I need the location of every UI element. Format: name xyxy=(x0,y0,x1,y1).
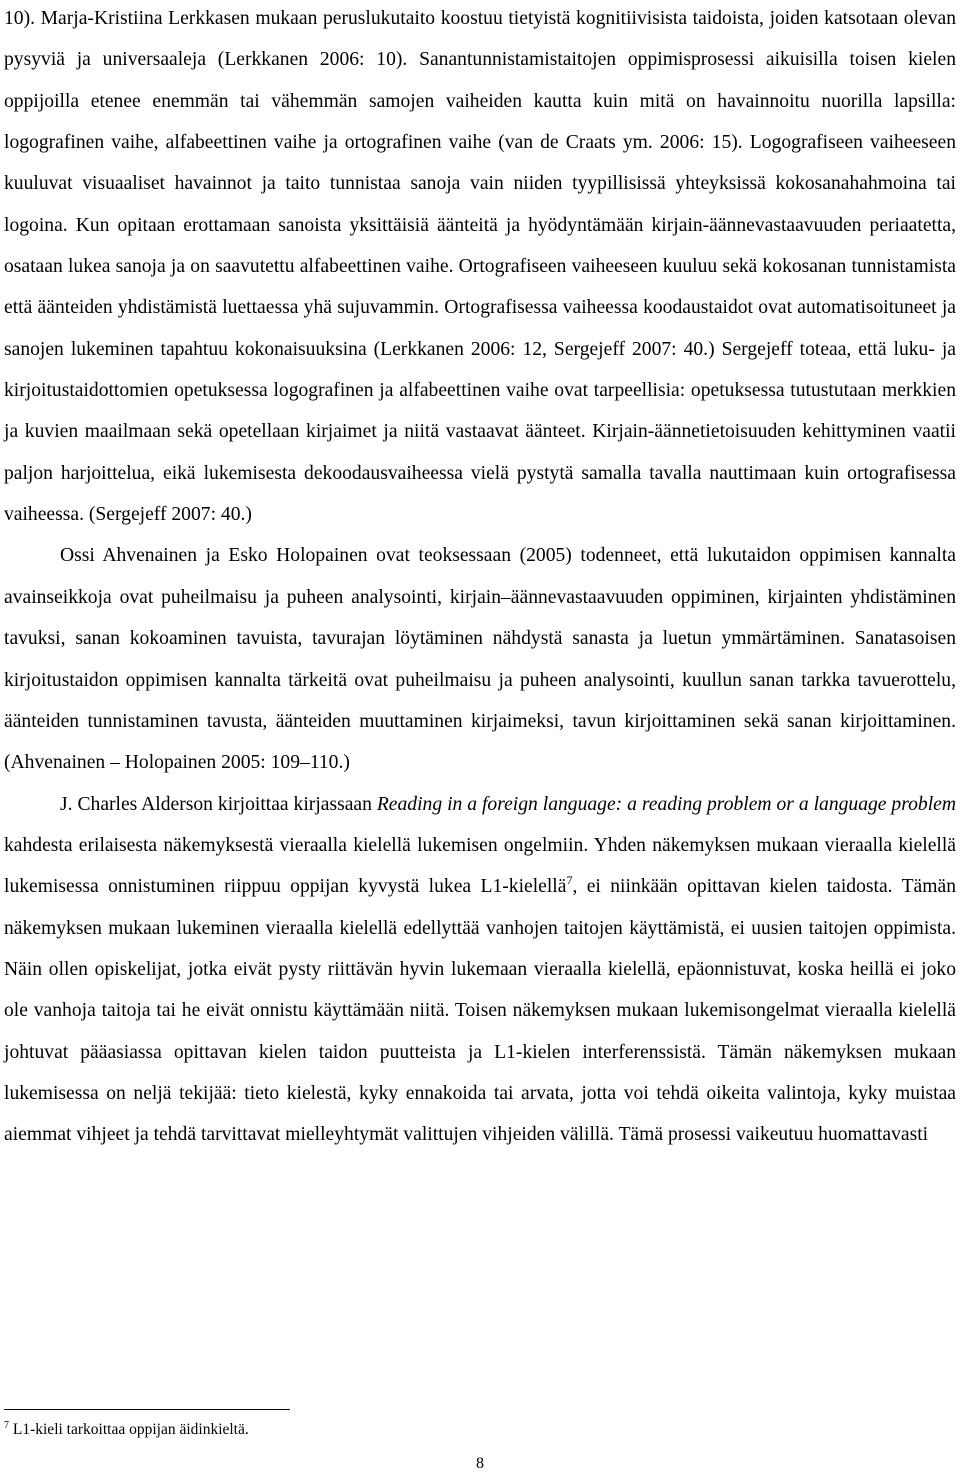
footnote-text: L1-kieli tarkoittaa oppijan äidinkieltä. xyxy=(9,1421,249,1438)
paragraph-3-text-end: , ei niinkään opittavan kielen taidosta. Tämän näkemyksen mukaan lukeminen vieraalla kielellä edellyttää vanhojen taitojen käyttämistä, ei uusien taitojen oppimista. Näin ollen opiskelijat, jotka eivät pysty riittävän hyvin lukemaan vieraalla kielellä, epäonnistuvat, koska heillä ei joko ole vanhoja taitoja tai he eivät onnistu käyttämään niitä. Toisen näkemyksen mukaan lukemisongelmat vieraalla kielellä johtuvat pääasiassa opittavan kielen taidon puutteista ja L1-kielen interferenssistä. Tämän näkemyksen mukaan lukemisessa on neljä tekijää: tieto kielestä, kyky ennakoida tai arvata, jotta voi tehdä oikeita valintoja, kyky muistaa aiemmat vihjeet ja tehdä tarvittavat mielleyhtymät valittujen vihjeiden välillä. Tämä prosessi vaikeutuu huomattavasti xyxy=(4,876,956,1146)
footnote-divider xyxy=(4,1409,290,1410)
book-title: Reading in a foreign language: a reading problem or a language problem xyxy=(376,793,957,815)
footnote-reference[interactable]: 7 xyxy=(566,873,573,888)
body-text xyxy=(4,0,956,1156)
paragraph-3 xyxy=(4,784,956,1156)
paragraph-3-text-middle: kahdesta erilaisesta näkemyksestä vieraalla kielellä lukemisen ongelmiin. Yhden näkemyksen mukaan vieraalla kielellä lukemisessa onnistuminen riippuu oppijan kyvystä lukea L1-kielellä xyxy=(4,834,956,898)
paragraph-3-text-start: J. Charles Alderson kirjoittaa kirjassaan xyxy=(60,793,377,815)
footnote-marker: 7 xyxy=(4,1420,9,1431)
paragraph-1 xyxy=(4,0,956,535)
paragraph-2-text: Ossi Ahvenainen ja Esko Holopainen ovat teoksessaan (2005) todenneet, että lukutaidon oppimisen kannalta avainseikkoja ovat puheilmaisu ja puheen analysointi, kirjain–äännevastaavuuden oppiminen, kirjainten yhdistäminen tavuksi, sanan kokoaminen tavuista, tavurajan löytäminen nähdystä sanasta ja luetun ymmärtäminen. Sanatasoisen kirjoitustaidon oppimisen kannalta tärkeitä ovat puheilmaisu ja puheen analysointi, kuullun sanan tarkka tavuerottelu, äänteiden tunnistaminen tavusta, äänteiden muuttaminen kirjaimeksi, tavun kirjoittaminen sekä sanan kirjoittaminen. (Ahvenainen – Holopainen 2005: 109–110.) xyxy=(4,545,956,774)
paragraph-1-text: 10). Marja-Kristiina Lerkkasen mukaan peruslukutaito koostuu tietyistä kognitiivisista taidoista, joiden katsotaan olevan pysyviä ja universaaleja (Lerkkanen 2006: 10). Sanantunnistamistaitojen oppimisprosessi aikuisilla toisen kielen oppijoilla etenee enemmän tai vähemmän samojen vaiheiden kautta kuin mitä on havainnoitu nuorilla lapsilla: logografinen vaihe, alfabeettinen vaihe ja ortografinen vaihe (van de Craats ym. 2006: 15). Logografiseen vaiheeseen kuuluvat visuaaliset havainnot ja taito tunnistaa sanoja vain niiden tyypillisissä yhteyksissä kokosanahahmoina tai logoina. Kun opitaan erottamaan sanoista yksittäisiä äänteitä ja hyödyntämään kirjain-äännevastaavuuden periaatetta, osataan lukea sanoja ja on saavutettu alfabeettinen vaihe. Ortografiseen vaiheeseen kuuluu sekä kokosanan tunnistamista että äänteiden yhdistämistä luettaessa yhä sujuvammin. Ortografisessa vaiheessa koodaustaidot ovat automatisoituneet ja sanojen lukeminen tapahtuu kokonaisuuksina (Lerkkanen 2006: 12, Sergejeff 2007: 40.) Sergejeff toteaa, että luku- ja kirjoitustaidottomien opetuksessa logografinen ja alfabeettinen vaihe ovat tarpeellisia: opetuksessa tutustutaan merkkien ja kuvien maailmaan sekä opetellaan kirjaimet ja niitä vastaavat äänteet. Kirjain-äännetietoisuuden kehittyminen vaatii paljon harjoittelua, eikä lukemisesta dekoodausvaiheessa vielä pystytä samalla tavalla nauttimaan kuin ortografisessa vaiheessa. (Sergejeff 2007: 40.) xyxy=(4,8,956,526)
page-number: 8 xyxy=(476,1455,484,1472)
footnote xyxy=(4,1420,249,1440)
paragraph-2 xyxy=(4,535,956,783)
